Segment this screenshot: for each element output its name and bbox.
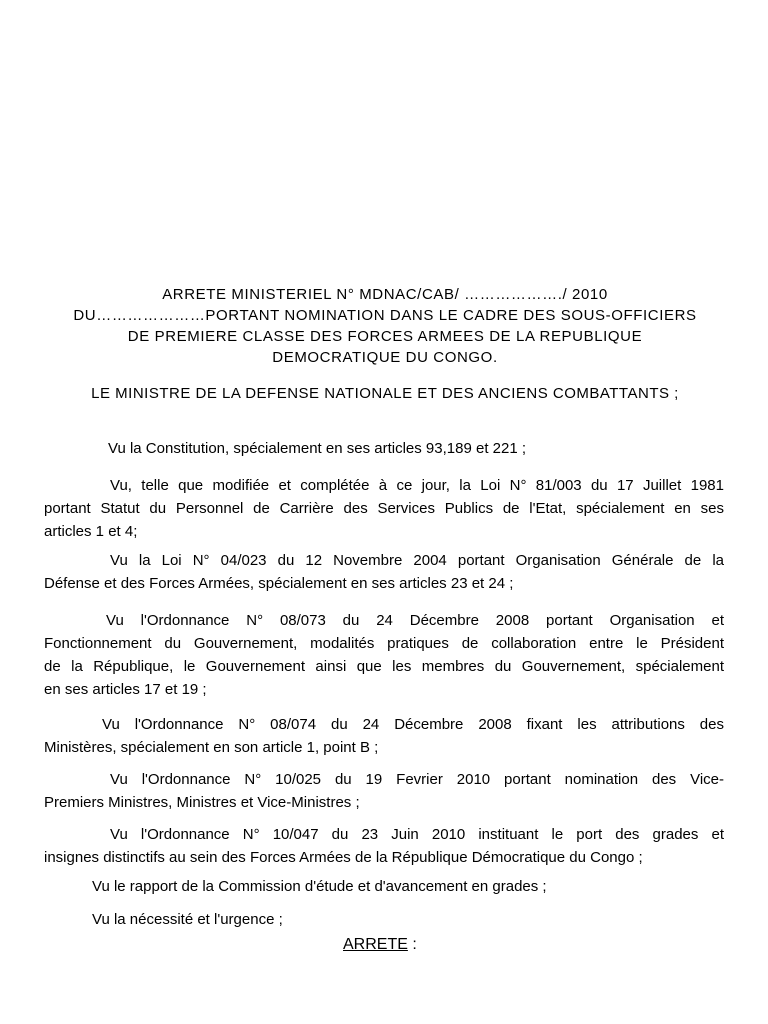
visa-paragraph [44, 609, 724, 701]
title-line-1: ARRETE MINISTERIEL N° MDNAC/CAB/ ………………./ 2010 [162, 286, 608, 303]
paragraph-line: Vu le rapport de la Commission d'étude et d'avancement en grades ; [92, 878, 547, 895]
paragraph-line: Défense et des Forces Armées, spécialement en ses articles 23 et 24 ; [44, 575, 514, 592]
arrete-heading [343, 936, 417, 954]
visa-paragraph [44, 768, 724, 814]
title-line-4: DEMOCRATIQUE DU CONGO. [272, 349, 498, 366]
paragraph-line: de la République, le Gouvernement ainsi que les membres du Gouvernement, spécialement [44, 658, 724, 675]
arrete-word: ARRETE [343, 936, 408, 953]
visa-paragraph [44, 549, 724, 595]
visa-paragraph [44, 474, 724, 543]
minister-heading: LE MINISTRE DE LA DEFENSE NATIONALE ET DES ANCIENS COMBATTANTS ; [91, 385, 679, 402]
paragraph-line: insignes distinctifs au sein des Forces Armées de la République Démocratique du Congo ; [44, 849, 643, 866]
visa-paragraph [44, 437, 724, 460]
visa-paragraph [44, 908, 724, 931]
paragraph-line: Vu la Constitution, spécialement en ses articles 93,189 et 221 ; [108, 440, 527, 457]
title-line-3: DE PREMIERE CLASSE DES FORCES ARMEES DE LA REPUBLIQUE [127, 328, 643, 345]
paragraph-line: Vu l'Ordonnance N° 10/025 du 19 Fevrier 2010 portant nomination des Vice- [110, 771, 724, 788]
paragraph-line: Vu l'Ordonnance N° 08/073 du 24 Décembre 2008 portant Organisation et [106, 612, 724, 629]
visa-paragraph [44, 875, 724, 898]
paragraph-line: Premiers Ministres, Ministres et Vice-Ministres ; [44, 794, 360, 811]
paragraph-line: Ministères, spécialement en son article 1, point B ; [44, 739, 379, 756]
paragraph-line: articles 1 et 4; [44, 523, 138, 540]
title-line-2: DU…………………PORTANT NOMINATION DANS LE CADRE DES SOUS-OFFICIERS [73, 307, 697, 324]
paragraph-line: Vu la nécessité et l'urgence ; [92, 911, 283, 928]
paragraph-line: Vu l'Ordonnance N° 08/074 du 24 Décembre 2008 fixant les attributions des [102, 716, 724, 733]
visa-paragraph [44, 823, 724, 869]
paragraph-line: en ses articles 17 et 19 ; [44, 681, 207, 698]
paragraph-line: portant Statut du Personnel de Carrière des Services Publics de l'Etat, spécialement en ses [44, 500, 724, 517]
paragraph-line: Fonctionnement du Gouvernement, modalités pratiques de collaboration entre le Président [44, 635, 724, 652]
arrete-colon: : [407, 936, 417, 953]
paragraph-line: Vu la Loi N° 04/023 du 12 Novembre 2004 portant Organisation Générale de la [110, 552, 724, 569]
decree-title [40, 284, 730, 368]
paragraph-line: Vu, telle que modifiée et complétée à ce jour, la Loi N° 81/003 du 17 Juillet 1981 [110, 477, 724, 494]
visa-paragraph [44, 713, 724, 759]
paragraph-line: Vu l'Ordonnance N° 10/047 du 23 Juin 2010 instituant le port des grades et [110, 826, 724, 843]
